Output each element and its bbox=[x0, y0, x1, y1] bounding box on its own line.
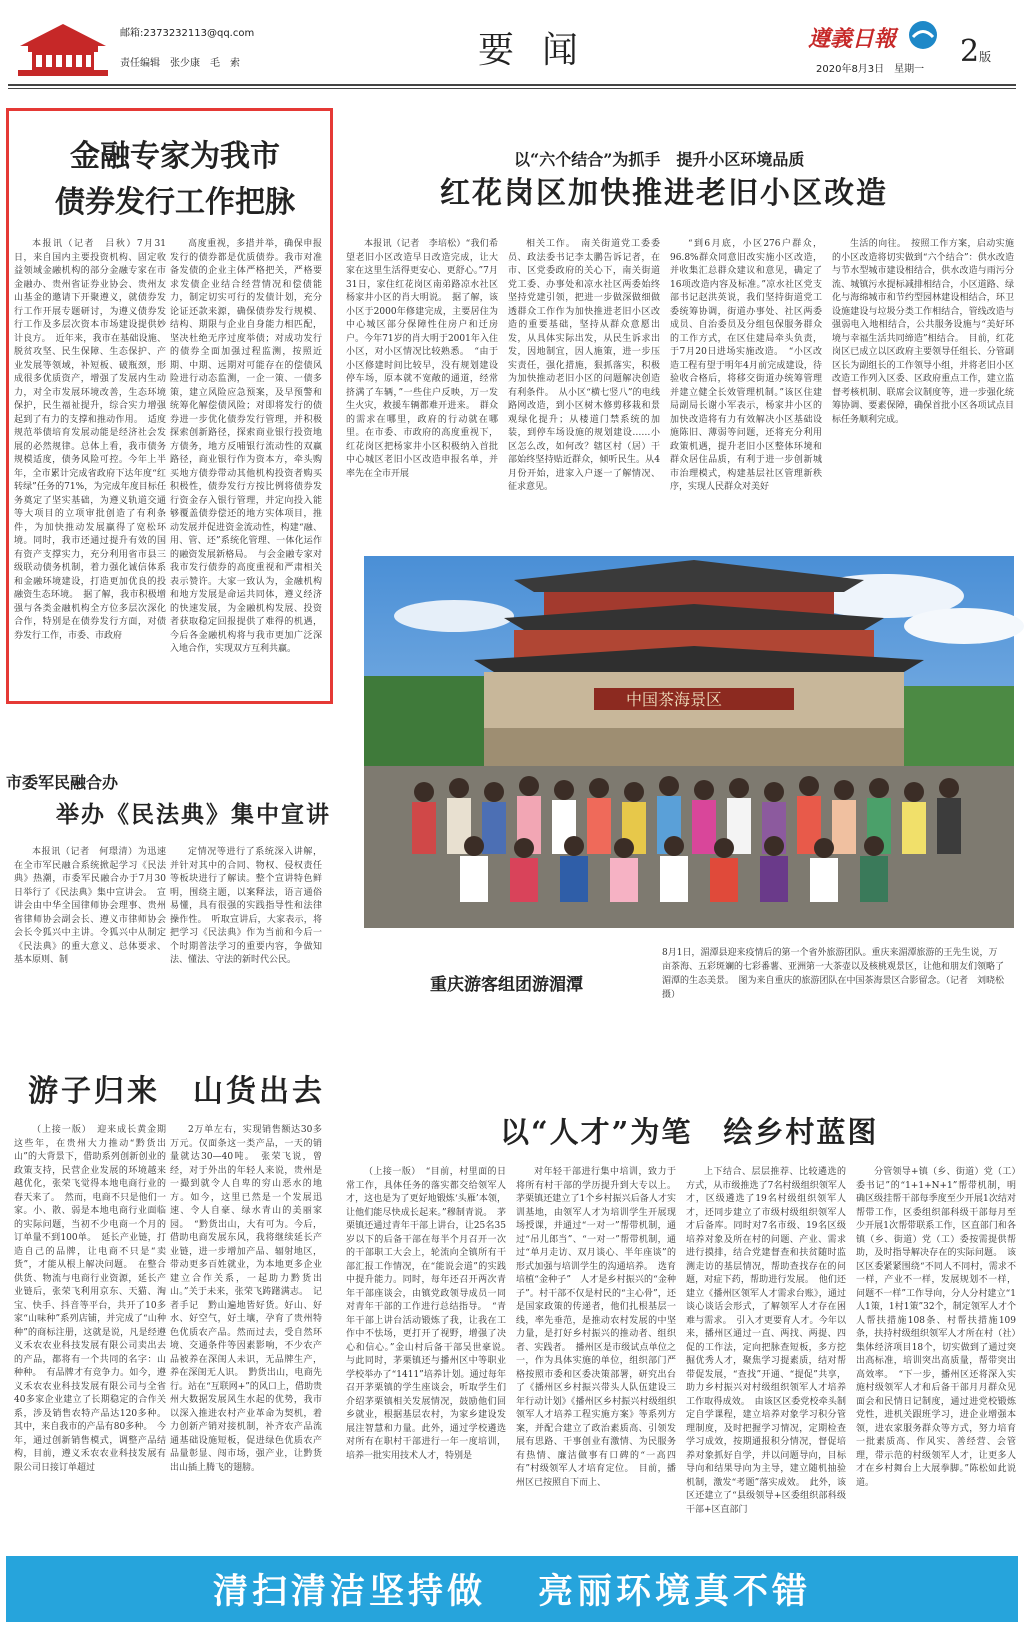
photo-caption-title: 重庆游客组团游湄潭 bbox=[430, 975, 583, 995]
section-title: 要闻 bbox=[478, 30, 607, 71]
article-2-kicker: 以“六个结合”为抓手 提升小区环境品质 bbox=[514, 150, 805, 169]
editor-credits: 责任编辑 张少康 毛 索 bbox=[120, 58, 240, 69]
article-3-title: 举办《民法典》集中宣讲 bbox=[56, 801, 331, 828]
article-5-col-4: 分管领导+镇（乡、街道）党（工）委书记”的“1+1+N+1”帮带机制，明确区级挂帮干部每季度至少开展1次结对帮带工作，区委组织部科级干部每月至少开展1次帮带联系工作，区直部门和各镇（乡、街道）党（工）委按需提供帮助，及时指导解决存在的实际问题。 该区区委紧紧围绕“不同人不同村，需求不一样，产业不一样，发展规划不一样，问题不一样”工作导向，分人分村建立“1人1策，1村1策”32个，制定领军人才个人帮扶措施108条、村帮扶措施109条，扶持村级组织领军人才所在村（社）集体经济项目18个，切实做到了通过突出高标准，培训突出高质量，帮带突出高效率。 “下一步，播州区还将深入实施村级领军人才和后备干部月月群众见面会和民情日记制度，通过进党校锻炼党性，进机关跟班学习，进企业增强本领，进农家服务群众等方式，努力培育一批素质高、作风实、善经营、会管理，带示范的村级领军人才，让更多人才在乡村舞台上大展拳脚。”陈松如此说道。 bbox=[856, 1167, 1016, 1488]
header-rule-thin bbox=[8, 88, 1016, 89]
bottom-slogan-banner bbox=[6, 1556, 1018, 1622]
article-5-col-3: 上下结合、层层推荐、比较遴选的方式，从市级推选了7名村级组织领军人才，区级遴选了19名村级组织领军人才，还同步建立了市级村级组织领军人才后备库。同时对7名市级、19名区级培养对象及所在村的问题、产业、需求进行摸排，结合党建督查和扶贫随时监测走访的基层情况，帮助查找存在的问题，对症下药，帮助进行发展。 他们还建立《播州区领军人才需求台账》，通过谈心谈话会形式，了解领军人才存在困难与需求。 引入才更要育人才。今年以来，播州区通过一直、两找、两提、四促的工作法，定向把脉查短板，多方挖掘优秀人才，聚焦学习提素质，结对帮带促发展，“查找”开通、“提促”共享，助力乡村振兴对村级组织领军人才培养工作取得成效。 由该区区委党校牵头制定自学课程，建立培养对象学习积分管理制度，及时把握学习情况，定期检查学习成效，按期通报积分情况，督促培养对象抓好自学，并以问题导向，目标导向和结果导向为主导，建立随机抽验机制，激发“考题”落实成效。 此外，该区还建立了“县级领导+区委组织部科级干部+区直部门 bbox=[686, 1167, 846, 1515]
issue-date: 2020年8月3日 星期一 bbox=[816, 64, 925, 75]
newspaper-logo: 遵義日報 bbox=[808, 26, 897, 52]
article-2-col-1: 本报讯（记者 李培松）“我们希望老旧小区改造早日改造完成，让大家在这里生活得更安心、更舒心。”7月31日，家住红花岗区南弟路凉水社区杨家井小区的肖大明说。 据了解，该小区于2000年修建完成，主要居住为中心城区部分保障性住房户和迁房户。今年71岁的肖大明于2001年入住小区，对小区情况比较熟悉。 “由于小区修建时间比较早，没有规划建设停车场，原本就不宽敞的通道，经常挤满了车辆，”一些住户反映，万一发生火灾，救援车辆都难开进来。 群众的需求在哪里，政府的行动就在哪里。在市委、市政府的高度重视下，红花岗区把杨家井小区积极纳入首批中心城区老旧小区改造申报名单，并率先在全市开展 bbox=[346, 239, 498, 479]
logo-emblem-icon bbox=[908, 20, 938, 50]
article-3-col-1: 本报讯（记者 何璟清）为迅速在全市军民融合系统掀起学习《民法典》热潮，市委军民融合办于7月30日举行了《民法典》集中宣讲会。 宣讲会由中华全国律师协会理事、贵州省律师协会副会长、遵义市律师协会会长令狐兴中主讲。令狐兴中从制定《民法典》的重大意义、总体要求、基本原则、制 bbox=[14, 847, 166, 965]
article-2-title: 红花岗区加快推进老旧小区改造 bbox=[440, 176, 888, 211]
article-1-col-2: 高度重视，多措并举，确保申报发行的债券都是优质债券。我市对准备发债的企业主体严格把关，严格要求发债企业结合经营情况和偿债能力，制定切实可行的发债计划，充分论证还款来源，确保债券发行规模、结构、期限与企业自身能力相匹配，坚决杜绝无序过度举债；对成功发行的债券全面加强过程监测，按照近期、中期、远期对可能存在的偿债风险进行动态监测，一企一策、一债多策，建立风险应急预案，及早预警和统筹化解偿债风险；对即将发行的债券进一步优化债券发行管理，并积极探索创新路径，探索商业银行投资地方债务，地方反哺银行流动性的双赢路径，商业银行作为资本方，牵头购买地方债券带动其他机构投资者购买积极性，债券发行方按比例将债券发行资金存入银行管理，并定向投入能够覆盖债券偿还的地方实体项目，推动发展并促进资金流动性，构建“融、用、管、还”系统化管理、一体化运作的融资发展新格局。 与会金融专家对我市发行债券的高度重视和严肃相关表示赞许。大家一致认为，金融机构和地方发展是命运共同体，遵义经济的快速发展，为金融机构发展、投资者获取稳定回报提供了难得的机遇，今后各金融机构将与我市更加广泛深入地合作，实现双方互利共赢。 bbox=[170, 239, 322, 654]
slogan-left: 清扫清洁坚持做 bbox=[212, 1571, 486, 1612]
article-5-col-2: 对年轻干部进行集中培训，致力于将所有村干部的学历提升到大专以上。茅栗镇还建立了1个乡村振兴后备人才实训基地，由领军人才为培训学生开展现场授课，并通过“一对一”帮带机制，通过“吊儿郎当”、“一对一”帮带机制，通过“单月走访、双月谈心、半年座谈”的形式加强与培训学生的沟通培养。 选育培植“金种子” 人才是乡村振兴的“金种子”。村干部不仅是村民的“主心骨”，还是国家政策的传递者，他们扎根基层一线，率先垂范，是推动农村发展的中坚力量，是打好乡村振兴的推动者、组织者、实践者。 播州区是市级试点单位之一，作为具体实施的单位，组织部门严格按照市委和区委决策部署，研究出台了《播州区乡村振兴带头人队伍建设三年行动计划》《播州区乡村振兴村级组织领军人才培养工程实施方案》等系列方案，并配合建立了政治素质高、引领发展有思路、干事创业有激情、为民服务有热情、廉洁做事有口碑的“一高四有”村级领军人才培育定位。 目前，播州区已按照自下而上、 bbox=[516, 1167, 676, 1488]
article-2-col-4: 生活的向往。 按照工作方案，启动实施的小区改造将切实做到“六个结合”：供水改造与节水型城市建设相结合，供水改造与雨污分流、城镇污水提标减排相结合，小区道路、绿化与海绵城市和节约型园林建设相结合，环卫设施建设与垃圾分类工作相结合，管线改造与强弱电入地相结合，公共服务设施与“美好环境与幸福生活共同缔造”相结合。 目前，红花岗区已成立以区政府主要领导任组长、分管副区长为副组长的工作领导小组，并将老旧小区改造工作列入区委、区政府重点工作，建立监督考核机制、联席会议制度等，进一步强化统筹协调、要素保障，确保首批小区各项试点目标任务顺利完成。 bbox=[832, 239, 1014, 425]
tourist-group-photo bbox=[364, 556, 1014, 928]
editor-email: 邮箱:2373232113@qq.com bbox=[120, 28, 255, 39]
article-4-title: 游子归来 山货出去 bbox=[28, 1074, 325, 1109]
article-2-col-2: 相关工作。 南关街道党工委委员、政法委书记李太鹏告诉记者，在市、区党委政府的关心下，南关街道党工委、办事处和凉水社区两委始终坚持党建引领，把进一步做深做细做透群众工作作为加快推进老旧小区改造的重要基础，坚持从群众意愿出发，从具体实际出发，从民生诉求出发，因地制宜，因人施策，进一步压实责任，强化措施，狠抓落实，积极为加快推动老旧小区的问题解决创造有利条件。 从小区“横七竖八”的电线路网改造，到小区树木修剪移栽和景观绿化提升；从楼道门禁系统的加装，到停车场设施的规划建设……小区怎么改，如何改？辖区村（居）干部始终坚持贴近群众，倾听民生。从4月份开始，进家入户逐一了解情况、征求意见。 bbox=[508, 239, 660, 492]
article-1-col-1: 本报讯（记者 吕秋）7月31日，来自国内主要投资机构、固定收益领域金融机构的部分金融专家在市金融办、贵州省证券业协会、贵州友山基金的邀请下开聚遵义，就债券发行工作开展专题研讨，为遵义债券发行工作及多层次资本市场建设提供妙计良方。 近年来，我市在基础设施、脱贫攻坚、民生保障、生态保护、产业发展等领域，补短板、破瓶颈，形成很多优质资产，增强了发展内生动力，对全市发展环境改善，生态环境保护，民生福祉提升，综合实力增强起到了有力的支撑和推动作用。 适度规范举债培育发展动能是经济社会发展的必然规律。总体上看，我市债务规模适度，债务风险可控。今年上半年，全市累计完成省政府下达年度“红转绿”任务的71%，为完成年度目标任务奠定了坚实基础，为遵义轨道交通等大项目的立项审批创造了有利条件，为加快推动发展赢得了宽松环境。同时，我市还通过提升有效的国有资产支撑实力，充分利用省市县三级联动债务机制，着力强化诚信体系和金融环境建设，打造更加优良的投融资生态环境。 据了解，我市积极增强与各类金融机构全方位多层次深化合作，特别是在债券发行方面，对债券发行工作，市委、市政府 bbox=[14, 239, 166, 641]
article-1-title: 金融专家为我市 债券发行工作把脉 bbox=[55, 139, 295, 220]
article-2-col-3: “到6月底，小区276户群众，96.8%群众同意旧改实施小区改造，并收集汇总群众建议和意见，确定了16项改造内容及标准。”凉水社区党支部书记赵洪英说，我们坚持街道党工委统筹协调，街道办事处、社区两委成员、自治委员及分组包保服务群众的工作方式，在区住建局牵头负责，于7月20日进场实施改造。 “小区改造工程有望于明年4月前完成建设，待验收合格后，将移交街道办统筹管理并建立健全长效管理机制。”该区住建局副局长谢小军表示，杨家井小区的加快改造将有力有效解决小区基础设施陈旧、薄弱等问题，还将充分利用政策机遇，提升老旧小区整体环境和群众居住品质，有利于进一步创新城市治理模式，构建基层社区管理新秩序，实现人民群众对美好 bbox=[670, 239, 822, 492]
slogan-right: 亮丽环境真不错 bbox=[538, 1571, 812, 1612]
building-logo bbox=[14, 20, 112, 78]
article-4-col-1: （上接一版） 迎来成长黄金期 这些年，在贵州大力推动“黔货出山”的大背景下，借助系列创新创业的政策支持，民营企业发展的环境越来越优化，张荣飞觉得本地电商行业的春天来了。 然而，电商不只是他们一家。小、散、弱是本地电商行业面临的实际问题，当初不少电商一个月的订单量不到100单。 延长产业链，打造自己的品牌，让电商不只是“卖货”，才能从根上解决问题。 在整合供货、物流与电商行业资源，延长产业链后，张荣飞利用京东、天猫、淘宝、快手、抖音等平台，共开了10多家“山味种”系列店铺，并完成了“山种种”的商标注册，这就是说，凡是经遵义禾农农业科技发展有限公司卖出去的产品，都将有一个共同的名字：山种种。 有品牌才有竞争力。如今，遵义禾农农业科技发展有限公司与全省40多家企业建立了长期稳定的合作关系，涉及销售农特产品达120多种。其中，来自我市的产品有80多种。 今年，通过创新销售模式，调整产品结构，目前，遵义禾农农业科技发展有限公司日接订单超过 bbox=[14, 1125, 176, 1473]
article-4-col-2: 2万单左右，实现销售额达30多万元。仅面条这一类产品，一天的销量就达30—40吨。 张荣飞说，曾经，对于外出的年轻人来说，贵州是一撮到就令人自卑的穷山恶水的地方。如今，这里已然是一个发展迅速、令人自豪、绿水青山的美丽家园。 “黔货出山，大有可为。今后，借助电商发展东风，我将继续延长产业链，进一步增加产品、辐射地区，带动更多百姓就业，为本地更多企业建立合作关系，一起助力黔货出山。”关于未来，张荣飞踌躇满志。 记者手记 黔山遍地皆好货。好山、好水、好空气，好土壤，孕育了贵州特色优质农产品。然而过去，受自然环境、交通条件等因素影响，不少农产品被养在深闺人未识，无品牌生产，养在深闺无人识。 黔货出山，电商先行。站在“互联网+”的风口上，借助贵州大数据发展风生水起的优势，我市以深入推进农村产业革命为契机，着力创新产销对接机制，补齐农产品流通基础设施短板，促进绿色优质农产品量彰显、闯市场，强产业，让黔货出山插上腾飞的翅膀。 bbox=[170, 1125, 322, 1473]
header-rule bbox=[8, 84, 1016, 86]
article-3-kicker: 市委军民融合办 bbox=[6, 773, 119, 792]
photo-caption: 8月1日，湄潭县迎来疫情后的第一个省外旅游团队。重庆来湄潭旅游的王先生说，万亩茶海、五彩斑斓的七彩番薯、亚洲第一大茶壶以及核桃观景区，让他和朋友们领略了湄潭的生态美景。 图为来自重庆的旅游团队在中国茶海景区合影留念。（记者 刘晓松 摄） bbox=[662, 948, 1014, 1000]
svg-text:中国茶海景区: 中国茶海景区 bbox=[626, 690, 723, 709]
article-3-col-2: 定情况等进行了系统深入讲解，并针对其中的合同、物权、侵权责任等板块进行了解读。整个宣讲特色鲜明，围绕主题，以案释法，语言通俗易懂，具有很强的实践指导性和法律操作性。 听取宣讲后，大家表示，将把学习《民法典》作为当前和今后一个时期普法学习的重要内容，争做知法、懂法、守法的新时代公民。 bbox=[170, 847, 322, 965]
page-number: 2版 bbox=[960, 34, 992, 69]
article-5-title: 以“人才”为笔 绘乡村蓝图 bbox=[500, 1115, 879, 1149]
article-5-col-1: （上接一版） “目前，村里面的日常工作，具体任务的落实都交给领军人才，这也是为了更好地锻炼‘头雁’本领，让他们能尽快成长起来。”穆制青说。 茅栗镇还通过青年干部上讲台，让25名35岁以下的后备干部在每半个月召开一次的干部职工大会上，轮流向全镇所有干部汇报工作情况，在“能说会道”的实践中提升能力。同时，每年还召开两次青年干部座谈会，由镇党政领导成员一同对青年干部的工作进行总结指导。 “青年干部上讲台活动锻炼了我，让我在工作中不怯场，更打开了视野，增强了决心和信心。”金山村后备干部吴世豪说。 与此同时，茅栗镇还与播州区中等职业学校举办了“1411”培养计划。通过每年召开茅栗镇的学生座谈会，听取学生们介绍茅栗镇相关发展情况，鼓励他们回乡就业，根据基层农村，为家乡建设发展注智慧和力量。此外，通过学校遴选对所有在职村干部进行一年一度培训，培养一批实用技术人才，特别是 bbox=[346, 1167, 516, 1461]
